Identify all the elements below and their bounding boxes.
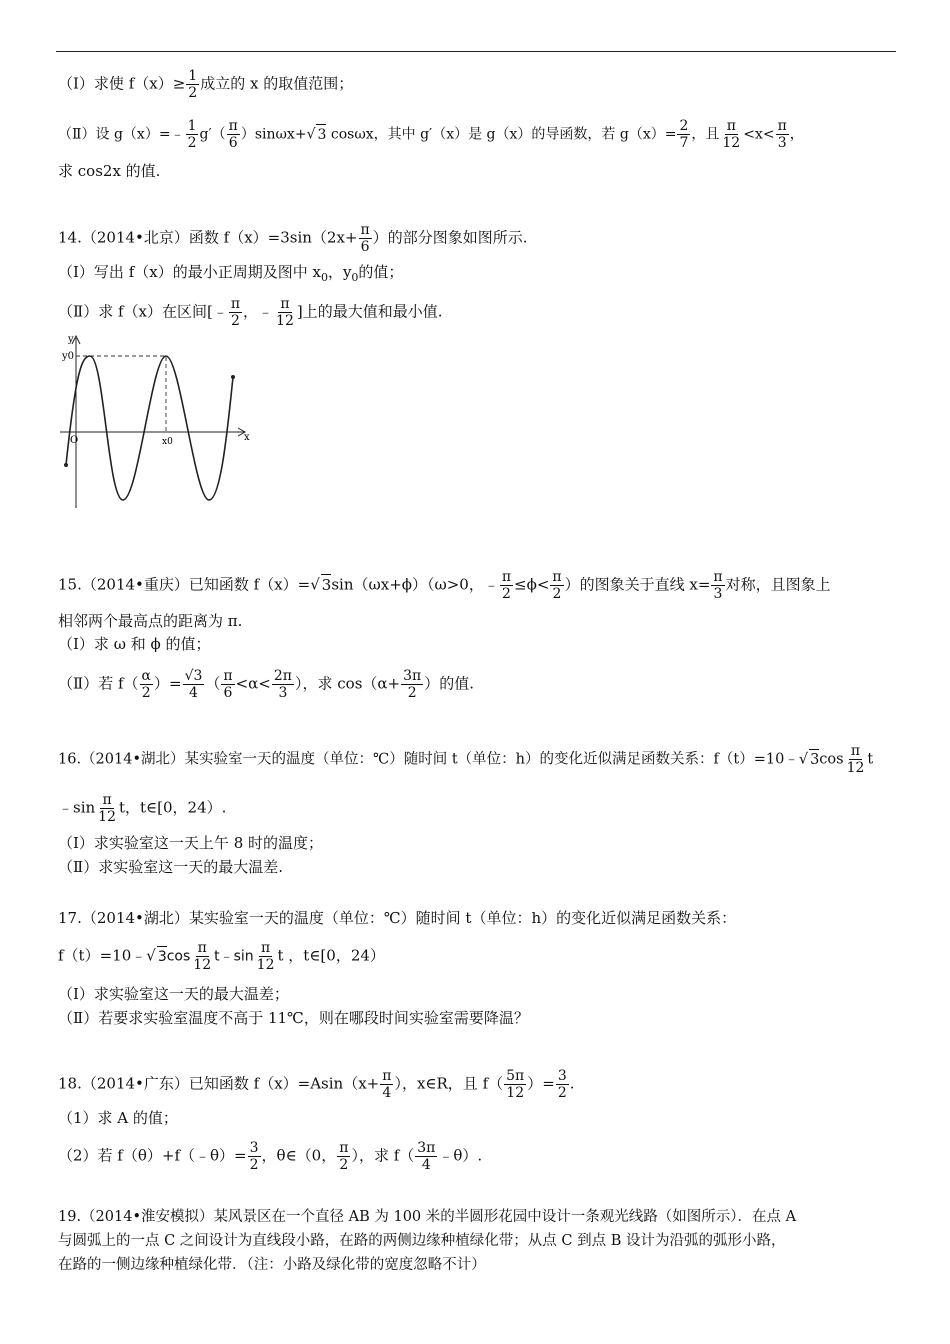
text: 18.（2014•广东）已知函数 f（x）=Asin（x+ bbox=[58, 1074, 380, 1093]
fraction: $\frac{\pi}{12}$ bbox=[98, 792, 116, 825]
text: t bbox=[867, 751, 874, 768]
text: ≤ϕ< bbox=[514, 575, 550, 594]
text: f（t）=10﹣ bbox=[58, 946, 147, 965]
question-15-part-ii bbox=[58, 668, 474, 701]
text: ），x∈R，且 f（ bbox=[394, 1074, 504, 1093]
text: （Ⅱ）设 g（x）=﹣ bbox=[58, 126, 185, 143]
text: cosωx，其中 g′（x）是 g（x）的导函数，若 g（x）= bbox=[330, 126, 677, 143]
fraction: $\frac{\pi}{3}$ bbox=[777, 118, 787, 151]
line-part-ii-prev: （Ⅱ）设 g（x）=﹣ $\frac{1}{2}$ g′（ $\frac{\pi}{6}$ ）sinωx+√ 3 cosωx，其中 g′（x）是 g（x）的导函数，若 g（x）= $\frac{2}{7}$ ，且 $\frac{\pi}{12}$ <x< $\frac{\pi}{3}$ ， bbox=[58, 118, 804, 151]
question-16-cont bbox=[58, 792, 226, 825]
question-16: 16.（2014•湖北）某实验室一天的温度（单位：℃）随时间 t（单位：h）的变化近似满足函数关系：f（t）=10﹣√ 3cos $\frac{\pi}{12}$ t bbox=[58, 743, 874, 776]
fraction: $\frac{1}{2}$ bbox=[187, 118, 197, 151]
text: <x< bbox=[743, 126, 775, 143]
fraction: $\frac{1}{2}$ bbox=[188, 68, 198, 101]
text: 16.（2014•湖北）某实验室一天的温度（单位：℃）随时间 t（单位：h）的变化近似满足函数关系：f（t）=10﹣ bbox=[58, 751, 799, 768]
fraction: $\frac{\pi}{6}$ bbox=[360, 222, 370, 255]
text: t﹣sin bbox=[214, 948, 254, 965]
question-15-cont: 相邻两个最高点的距离为 π. bbox=[58, 612, 243, 630]
text: ，y bbox=[327, 263, 352, 281]
text: ），求 cos（α+ bbox=[295, 674, 401, 693]
question-17-part-ii: （Ⅱ）若要求实验室温度不高于 11℃，则在哪段时间实验室需要降温？ bbox=[58, 1009, 529, 1027]
fraction: $\frac{3}{2}$ bbox=[249, 1140, 259, 1173]
left-endpoint bbox=[64, 463, 68, 467]
fraction: $\frac{3}{2}$ bbox=[557, 1068, 567, 1101]
fraction: $\frac{3\pi}{4}$ bbox=[417, 1140, 436, 1173]
text: 的值； bbox=[358, 263, 404, 281]
text: （Ⅰ）写出 f（x）的最小正周期及图中 x bbox=[58, 263, 321, 281]
sine-graph bbox=[56, 330, 256, 510]
question-17-formula: f（t）=10﹣√ 3cos $\frac{\pi}{12}$ t﹣sin $\frac{\pi}{12}$ t ，t∈[0，24） bbox=[58, 940, 385, 973]
fraction: $\frac{\pi}{4}$ bbox=[382, 1068, 392, 1101]
line-cos2x: 求 cos2x 的值. bbox=[58, 162, 161, 180]
text: ， bbox=[789, 126, 804, 143]
axes bbox=[60, 336, 245, 508]
fraction: $\frac{\alpha}{2}$ bbox=[141, 668, 151, 701]
text: ，﹣ bbox=[243, 302, 274, 321]
text: ）的部分图象如图所示. bbox=[372, 228, 528, 247]
question-18-part-2 bbox=[58, 1140, 482, 1173]
question-15: 15.（2014•重庆）已知函数 f（x）=√ 3sin（ωx+ϕ）（ω>0，﹣ $\frac{\pi}{2}$ ≤ϕ< $\frac{\pi}{2}$ ）的图象关于直线 x= $\frac{\pi}{3}$ 对称，且图象上 bbox=[58, 569, 831, 602]
text: t，t∈[0，24）. bbox=[118, 798, 227, 817]
text: sin（ωx+ϕ）（ω>0，﹣ bbox=[331, 575, 499, 594]
text: （Ⅱ）求 f（x）在区间[﹣ bbox=[58, 302, 228, 321]
fraction: $\frac{\pi}{2}$ bbox=[339, 1140, 349, 1173]
text: 14.（2014•北京）函数 f（x）=3sin（2x+ bbox=[58, 228, 358, 247]
question-19-line-1: 19.（2014•淮安模拟）某风景区在一个直径 AB 为 100 米的半圆形花园中设计一条观光线路（如图所示）．在点 A bbox=[58, 1209, 797, 1225]
sqrt: 3 bbox=[316, 124, 326, 145]
fraction: $\frac{\pi}{12}$ bbox=[256, 940, 275, 973]
text: ﹣sin bbox=[58, 798, 96, 817]
text: 成立的 x 的取值范围； bbox=[200, 74, 354, 93]
fraction: $\frac{\pi}{12}$ bbox=[722, 118, 741, 151]
question-18-part-1: （1）求 A 的值； bbox=[58, 1109, 178, 1127]
text: . bbox=[569, 1074, 575, 1093]
text: 15.（2014•重庆）已知函数 f（x）= bbox=[58, 575, 311, 594]
right-endpoint bbox=[231, 375, 235, 379]
sqrt: 3 bbox=[321, 575, 332, 594]
fraction: $\frac{\pi}{12}$ bbox=[846, 743, 865, 776]
text: ），求 f（ bbox=[351, 1146, 415, 1165]
question-17-part-i: （Ⅰ）求实验室这一天的最大温差； bbox=[58, 985, 289, 1003]
text: <α< bbox=[235, 674, 271, 693]
text: ）= bbox=[153, 674, 182, 693]
fraction: $\frac{\pi}{3}$ bbox=[713, 569, 723, 602]
fraction: $\frac{\pi}{2}$ bbox=[552, 569, 562, 602]
question-17: 17.（2014•湖北）某实验室一天的温度（单位：℃）随时间 t（单位：h）的变化近似满足函数关系： bbox=[58, 909, 737, 927]
text: g′（ bbox=[199, 126, 226, 143]
text: （ bbox=[205, 674, 221, 693]
question-14-part-i bbox=[58, 262, 403, 288]
x-axis-label: x bbox=[244, 432, 250, 443]
subscript: 0 bbox=[351, 271, 359, 284]
text: ﹣θ）. bbox=[438, 1146, 483, 1165]
fraction: $\frac{\pi}{2}$ bbox=[501, 569, 512, 602]
question-15-part-i: （Ⅰ）求 ω 和 ϕ 的值； bbox=[58, 635, 211, 653]
sqrt: 3 bbox=[809, 749, 819, 770]
question-14-part-ii bbox=[58, 296, 443, 329]
question-14 bbox=[58, 222, 527, 255]
fraction: $\frac{√3}{4}$ bbox=[184, 668, 203, 701]
text: cos bbox=[819, 751, 844, 768]
line-part-i-prev bbox=[58, 68, 353, 101]
fraction: $\frac{2\pi}{3}$ bbox=[273, 668, 292, 701]
question-18 bbox=[58, 1068, 575, 1101]
text: （Ⅰ）求使 f（x）≥ bbox=[58, 74, 186, 93]
fraction: $\frac{5\pi}{12}$ bbox=[506, 1068, 525, 1101]
sine-curve bbox=[66, 356, 233, 500]
fraction: $\frac{\pi}{6}$ bbox=[228, 118, 238, 151]
text: 对称，且图象上 bbox=[725, 575, 831, 594]
text: ，且 bbox=[691, 126, 720, 143]
sqrt: 3 bbox=[157, 946, 167, 967]
origin-label: O bbox=[70, 435, 79, 446]
text: ，θ∈（0， bbox=[261, 1146, 337, 1165]
top-rule bbox=[56, 51, 896, 52]
fraction: $\frac{2}{7}$ bbox=[679, 118, 689, 151]
subscript: 0 bbox=[320, 271, 328, 284]
fraction: $\frac{\pi}{2}$ bbox=[230, 296, 241, 329]
y0-label: y0 bbox=[62, 351, 75, 362]
fraction: $\frac{\pi}{12}$ bbox=[276, 296, 294, 329]
text: ）sinωx+ bbox=[240, 126, 307, 143]
question-19-line-2: 与圆弧上的一点 C 之间设计为直线段小路，在路的两侧边缘种植绿化带；从点 C 到点 B 设计为沿弧的弧形小路， bbox=[58, 1233, 786, 1249]
fraction: $\frac{3\pi}{2}$ bbox=[403, 668, 422, 701]
y-axis-label: y bbox=[68, 334, 74, 345]
text: ）的值. bbox=[424, 674, 474, 693]
text: t ，t∈[0，24） bbox=[277, 946, 385, 965]
text: ）的图象关于直线 x= bbox=[564, 575, 711, 594]
question-16-part-ii: （Ⅱ）求实验室这一天的最大温差. bbox=[58, 858, 283, 876]
question-16-part-i: （Ⅰ）求实验室这一天上午 8 时的温度； bbox=[58, 834, 324, 852]
text: cos bbox=[166, 948, 191, 965]
fraction: $\frac{\pi}{12}$ bbox=[193, 940, 212, 973]
fraction: $\frac{\pi}{6}$ bbox=[223, 668, 233, 701]
text: （Ⅱ）若 f（ bbox=[58, 674, 139, 693]
text: ]上的最大值和最小值. bbox=[296, 302, 443, 321]
text: ）= bbox=[527, 1074, 555, 1093]
x0-label: x0 bbox=[162, 437, 173, 447]
question-19-line-3: 在路的一侧边缘种植绿化带．（注：小路及绿化带的宽度忽略不计） bbox=[58, 1257, 486, 1273]
text: （2）若 f（θ）+f（﹣θ）= bbox=[58, 1146, 247, 1165]
